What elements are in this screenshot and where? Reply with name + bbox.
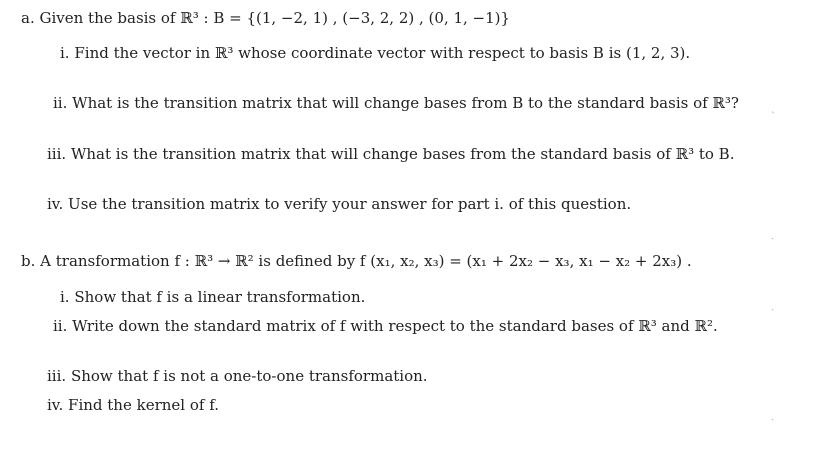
problem-a-statement xyxy=(21,8,510,28)
problem-b-part-iii: iii. Show that f is not a one-to-one transformation. xyxy=(47,367,428,385)
problem-b-text: A transformation f : ℝ³ → ℝ² is defined by f (x₁, x₂, x₃) = (x₁ + 2x₂ − x₃, x₁ − x₂ + 2x₃) . xyxy=(40,252,692,270)
stray-mark: ˏ xyxy=(771,410,775,421)
problem-a-part-iii: iii. What is the transition matrix that will change bases from the standard basis of ℝ³ to B. xyxy=(47,145,735,163)
stray-mark: ˏ xyxy=(771,300,775,311)
stray-mark: ˋ xyxy=(771,112,776,123)
problem-a-part-ii: ii. What is the transition matrix that will change bases from B to the standard basis of ℝ³? xyxy=(53,94,739,112)
stray-mark: ˏ xyxy=(771,229,775,240)
problem-b-part-ii: ii. Write down the standard matrix of f with respect to the standard bases of ℝ³ and ℝ². xyxy=(53,317,718,335)
problem-b-statement xyxy=(21,251,692,271)
problem-b-part-iv: iv. Find the kernel of f. xyxy=(47,396,219,414)
problem-b-part-i: i. Show that f is a linear transformation. xyxy=(60,288,366,306)
problem-a-text: Given the basis of ℝ³ : B = {(1, −2, 1) , (−3, 2, 2) , (0, 1, −1)} xyxy=(39,9,511,27)
problem-a-label: a. xyxy=(21,9,35,27)
problem-a-part-iv: iv. Use the transition matrix to verify your answer for part i. of this question. xyxy=(47,195,632,213)
problem-b-label: b. xyxy=(21,252,36,270)
problem-a-part-i: i. Find the vector in ℝ³ whose coordinate vector with respect to basis B is (1, 2, 3). xyxy=(60,44,691,62)
